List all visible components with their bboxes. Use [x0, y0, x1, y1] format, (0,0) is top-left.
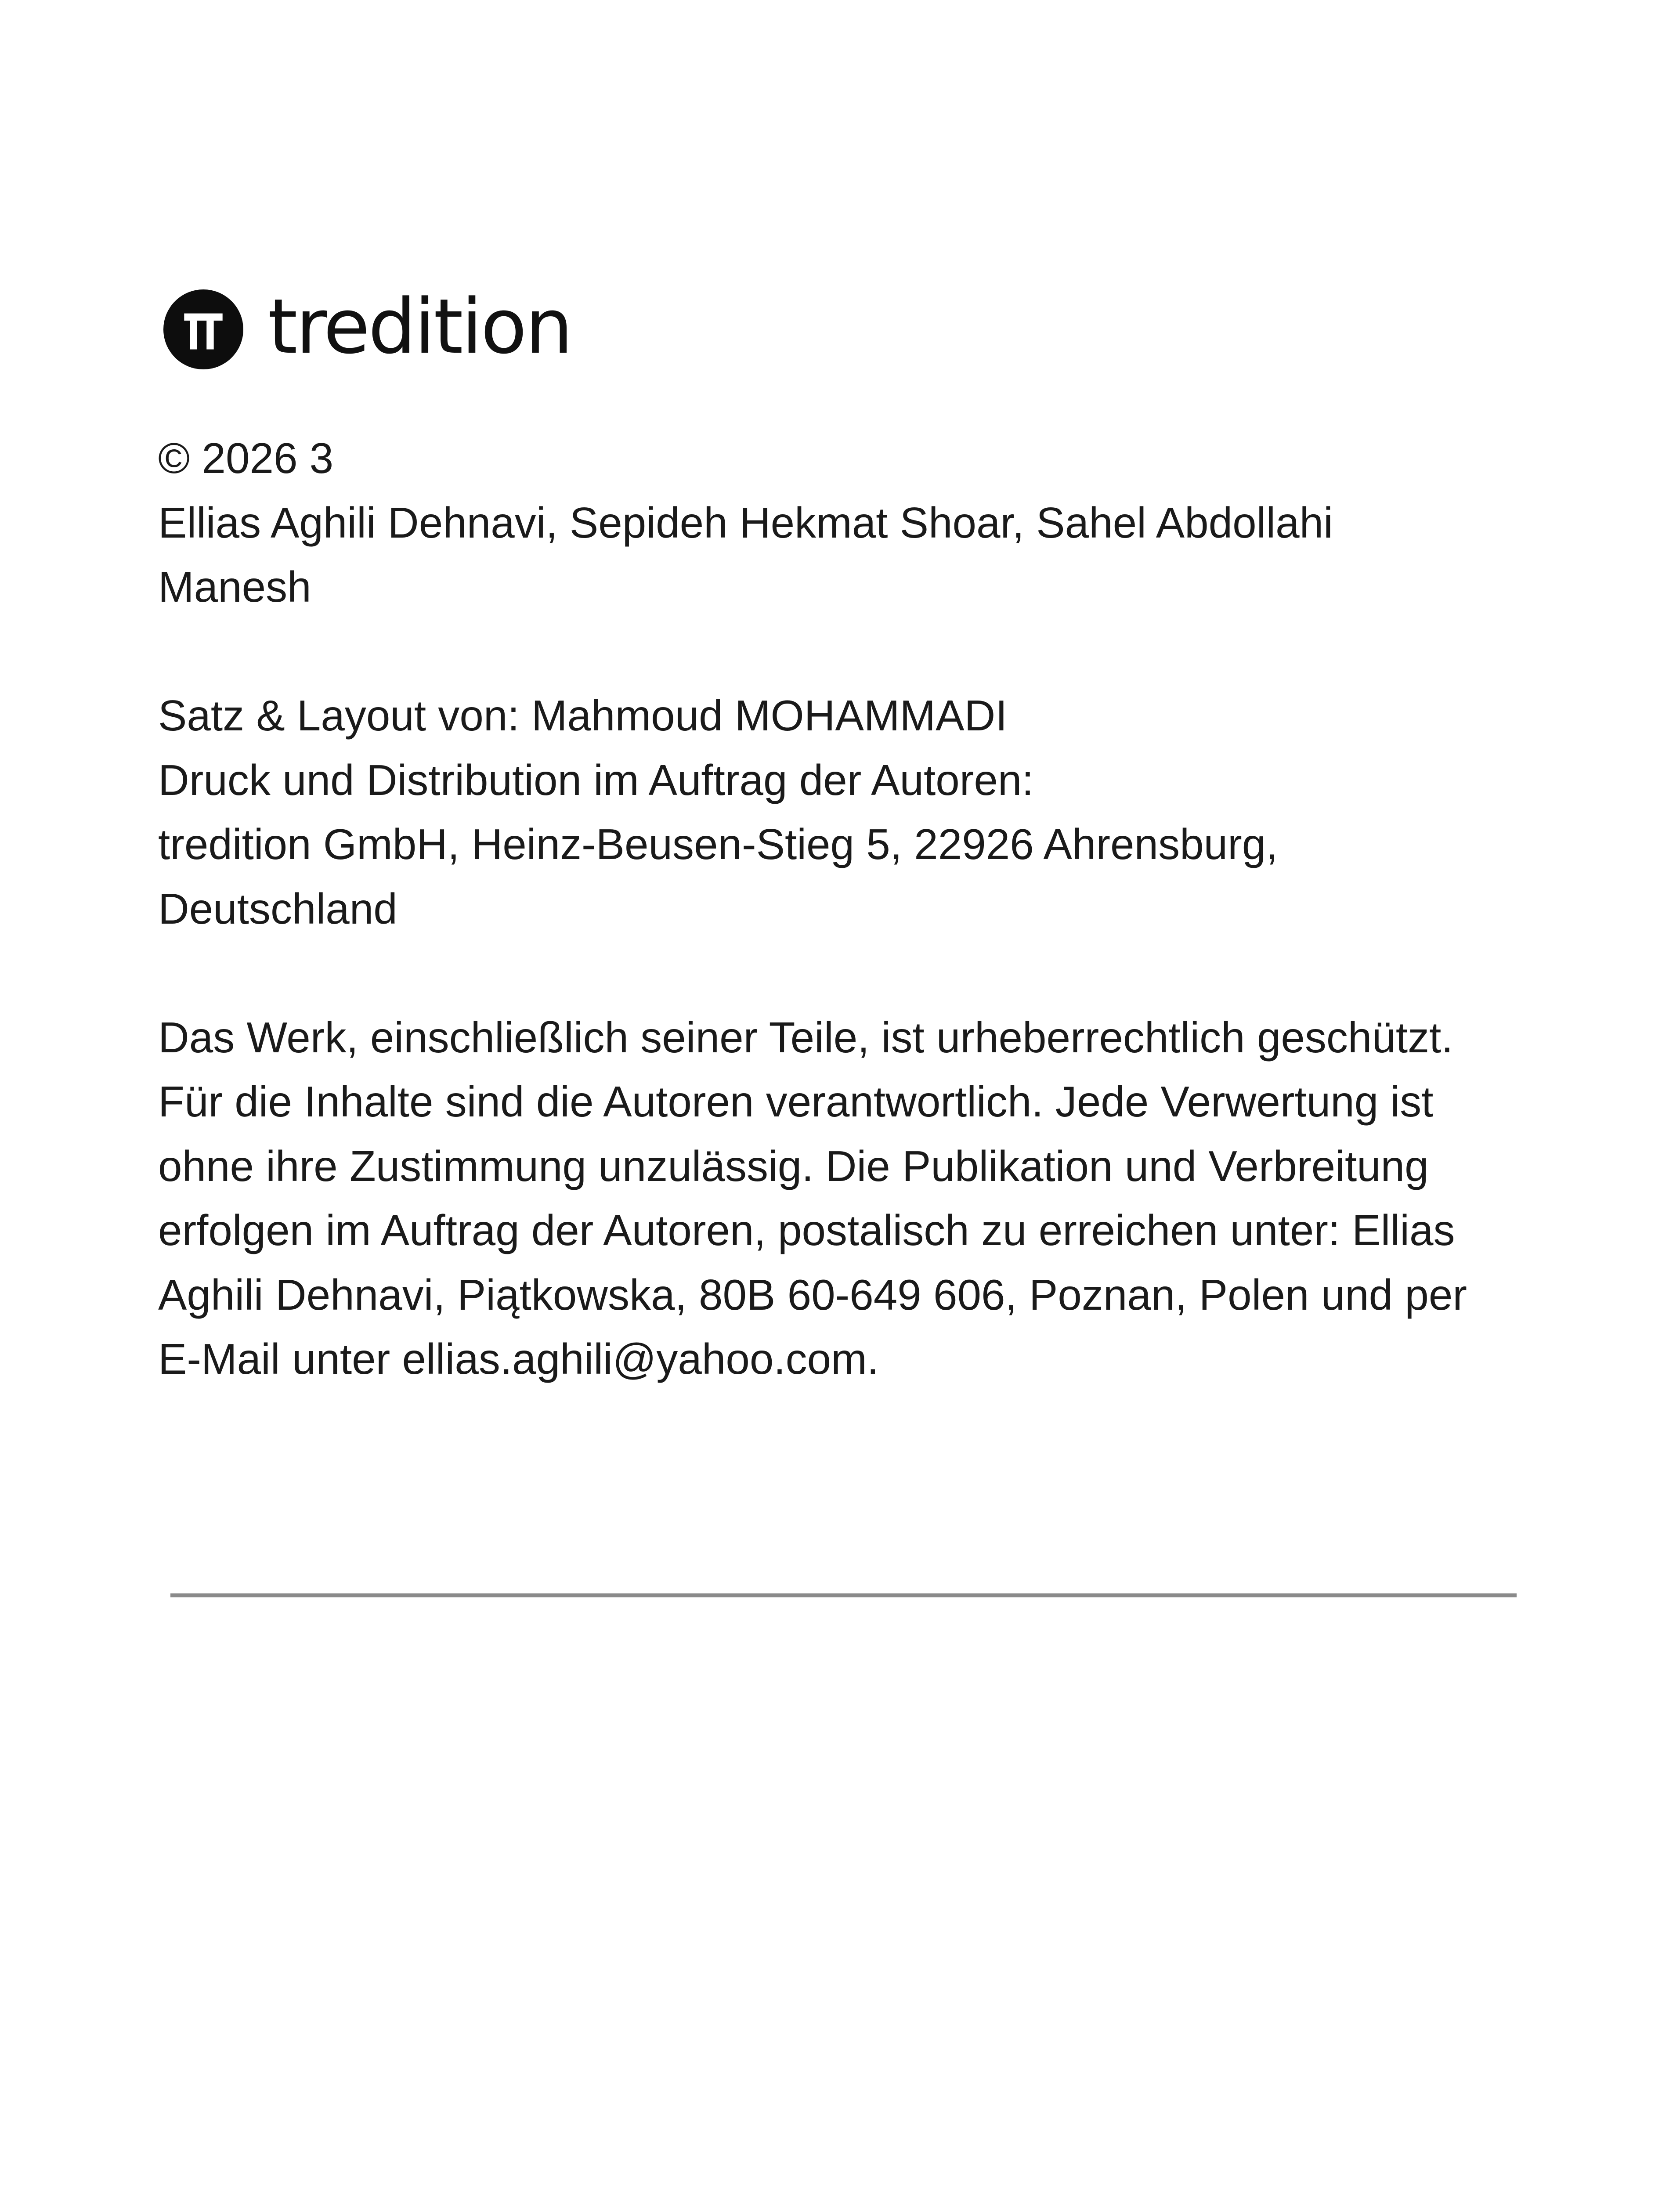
publisher-country: Deutschland [158, 884, 397, 933]
authors-line: Ellias Aghili Dehnavi, Sepideh Hekmat Shoar, Sahel Abdollahi [158, 498, 1333, 547]
copyright-line: © 2026 3 [158, 434, 334, 482]
legal-notice-line: Aghili Dehnavi, Piątkowska, 80B 60-649 606, Poznan, Polen und per [158, 1270, 1467, 1319]
legal-notice-line: Das Werk, einschließlich seiner Teile, ist urheberrechtlich geschützt. [158, 1013, 1453, 1062]
legal-notice-line: Für die Inhalte sind die Autoren verantwortlich. Jede Verwertung ist [158, 1077, 1434, 1126]
legal-notice-line: erfolgen im Auftrag der Autoren, postalisch zu erreichen unter: Ellias [158, 1206, 1455, 1254]
legal-notice-line: ohne ihre Zustimmung unzulässig. Die Publikation und Verbreitung [158, 1141, 1429, 1190]
publisher-logo [163, 282, 571, 371]
imprint-text [158, 426, 1542, 1391]
authors-line-continued: Manesh [158, 563, 311, 611]
section-divider [170, 1593, 1517, 1597]
layout-credit: Satz & Layout von: Mahmoud MOHAMMADI [158, 691, 1008, 740]
tredition-logo-icon [163, 289, 243, 369]
legal-notice-line: E-Mail unter ellias.aghili@yahoo.com. [158, 1335, 879, 1383]
logo-wordmark: tredition [268, 282, 571, 371]
publisher-address: tredition GmbH, Heinz-Beusen-Stieg 5, 22926 Ahrensburg, [158, 820, 1278, 868]
distribution-note: Druck und Distribution im Auftrag der Autoren: [158, 755, 1034, 804]
